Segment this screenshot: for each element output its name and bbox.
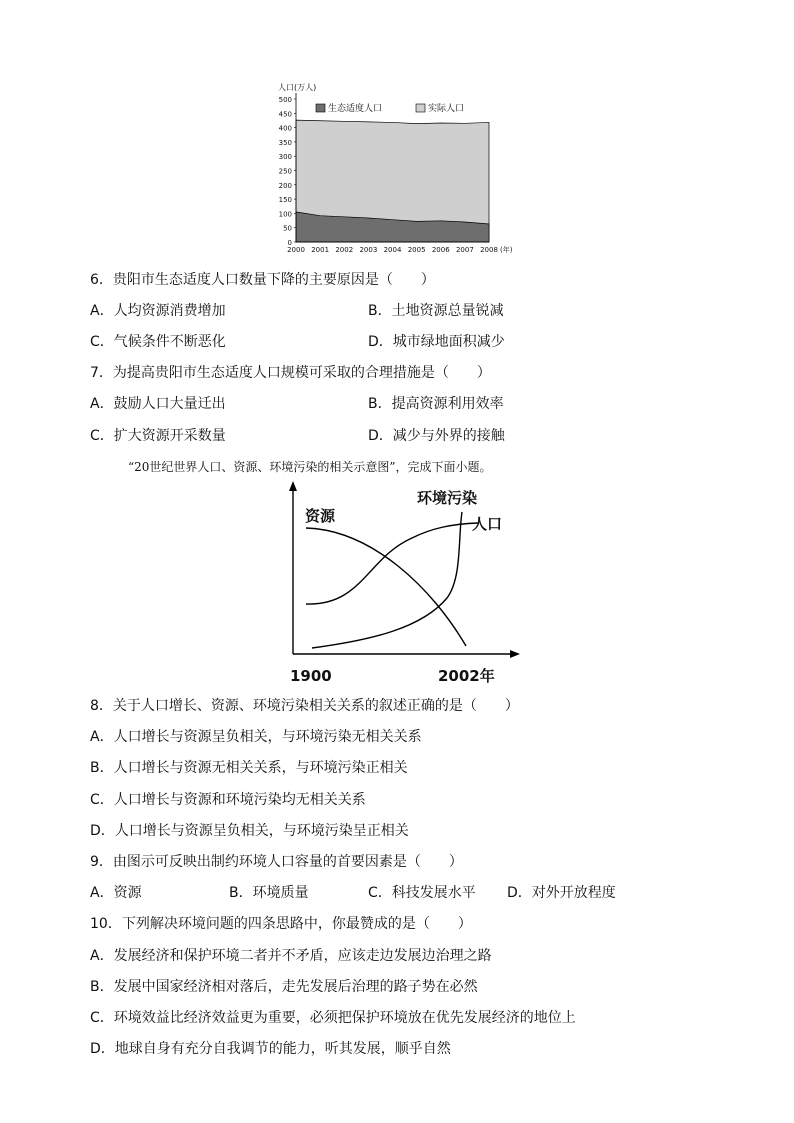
chart1-ylabel: 人口(万人) <box>278 83 317 92</box>
q10-option-d[interactable]: D．地球自身有充分自我调节的能力，听其发展，顺乎自然 <box>90 1041 451 1057</box>
question-8-stem: 8．关于人口增长、资源、环境污染相关关系的叙述正确的是（ ） <box>90 698 519 714</box>
x-tick-label: 2001 <box>311 246 330 254</box>
legend-swatch-actual <box>416 104 425 112</box>
intro-note: “20世纪世界人口、资源、环境污染的相关示意图”，完成下面小题。 <box>128 460 492 474</box>
y-tick-label: 250 <box>278 167 292 176</box>
q8-option-a[interactable]: A．人口增长与资源呈负相关，与环境污染无相关关系 <box>90 729 422 745</box>
q6-option-a[interactable]: A．人均资源消费增加 <box>90 303 226 319</box>
q10-option-b[interactable]: B．发展中国家经济相对落后，走先发展后治理的路子势在必然 <box>90 979 478 995</box>
question-9-stem: 9．由图示可反映出制约环境人口容量的首要因素是（ ） <box>90 854 463 870</box>
q10-option-a[interactable]: A．发展经济和保护环境二者并不矛盾，应该走边发展边治理之路 <box>90 948 492 964</box>
y-tick-label: 150 <box>278 196 292 205</box>
x-tick-label: 2006 <box>431 246 450 254</box>
x-tick-label: 2004 <box>383 246 402 254</box>
q6-option-d[interactable]: D．城市绿地面积减少 <box>368 334 505 350</box>
y-axis-arrow <box>289 481 297 491</box>
q7-option-d[interactable]: D．减少与外界的接触 <box>368 428 505 444</box>
y-tick-label: 450 <box>278 110 292 119</box>
x-tick-label: 2008 <box>480 246 498 254</box>
x-tick-label: 2005 <box>407 246 426 254</box>
question-7-stem: 7．为提高贵阳市生态适度人口规模可采取的合理措施是（ ） <box>90 365 491 381</box>
q9-option-a[interactable]: A．资源 <box>90 885 142 901</box>
chart1-xlabel: (年) <box>500 246 513 254</box>
relationship-line-chart <box>282 478 532 688</box>
y-tick-label: 200 <box>278 181 292 190</box>
y-tick-label: 50 <box>283 224 292 233</box>
q8-option-d[interactable]: D．人口增长与资源呈负相关，与环境污染呈正相关 <box>90 823 409 839</box>
x-tick-label: 2007 <box>455 246 474 254</box>
q6-option-c[interactable]: C．气候条件不断恶化 <box>90 334 226 350</box>
resource-curve <box>306 528 466 646</box>
q9-option-c[interactable]: C．科技发展水平 <box>368 885 476 901</box>
y-tick-label: 100 <box>278 210 292 219</box>
q8-option-b[interactable]: B．人口增长与资源无相关关系，与环境污染正相关 <box>90 760 408 776</box>
question-6-stem: 6．贵阳市生态适度人口数量下降的主要原因是（ ） <box>90 272 435 288</box>
q7-option-c[interactable]: C．扩大资源开采数量 <box>90 428 226 444</box>
x-tick-label: 2000 <box>287 246 305 254</box>
legend-label-actual: 实际人口 <box>428 104 465 114</box>
q10-option-c[interactable]: C．环境效益比经济效益更为重要，必须把保护环境放在优先发展经济的地位上 <box>90 1010 576 1026</box>
q9-option-d[interactable]: D．对外开放程度 <box>507 885 616 901</box>
resource-label: 资源 <box>305 507 336 525</box>
q6-option-b[interactable]: B．土地资源总量锐减 <box>368 303 504 319</box>
q7-option-b[interactable]: B．提高资源利用效率 <box>368 396 504 412</box>
q9-option-b[interactable]: B．环境质量 <box>229 885 309 901</box>
x-tick-label: 2003 <box>359 246 378 254</box>
y-tick-label: 400 <box>278 124 292 133</box>
y-tick-label: 300 <box>278 153 292 162</box>
question-10-stem: 10．下列解决环境问题的四条思路中，你最赞成的是（ ） <box>90 916 472 932</box>
x-start-label: 1900 <box>290 667 332 685</box>
legend-swatch-ecological <box>316 104 325 112</box>
q7-option-a[interactable]: A．鼓励人口大量迁出 <box>90 396 226 412</box>
x-end-label: 2002年 <box>438 667 495 685</box>
legend-label-ecological: 生态适度人口 <box>328 104 383 114</box>
x-tick-label: 2002 <box>335 246 354 254</box>
q8-option-c[interactable]: C．人口增长与资源和环境污染均无相关关系 <box>90 792 366 808</box>
y-tick-label: 500 <box>278 96 292 104</box>
pollution-curve <box>306 523 478 604</box>
population-label: 人口 <box>472 515 503 533</box>
pollution-label: 环境污染 <box>417 489 478 507</box>
x-axis-arrow <box>510 650 520 658</box>
population-area-chart <box>270 78 522 258</box>
y-tick-label: 0 <box>287 239 292 247</box>
y-tick-label: 350 <box>278 138 292 147</box>
